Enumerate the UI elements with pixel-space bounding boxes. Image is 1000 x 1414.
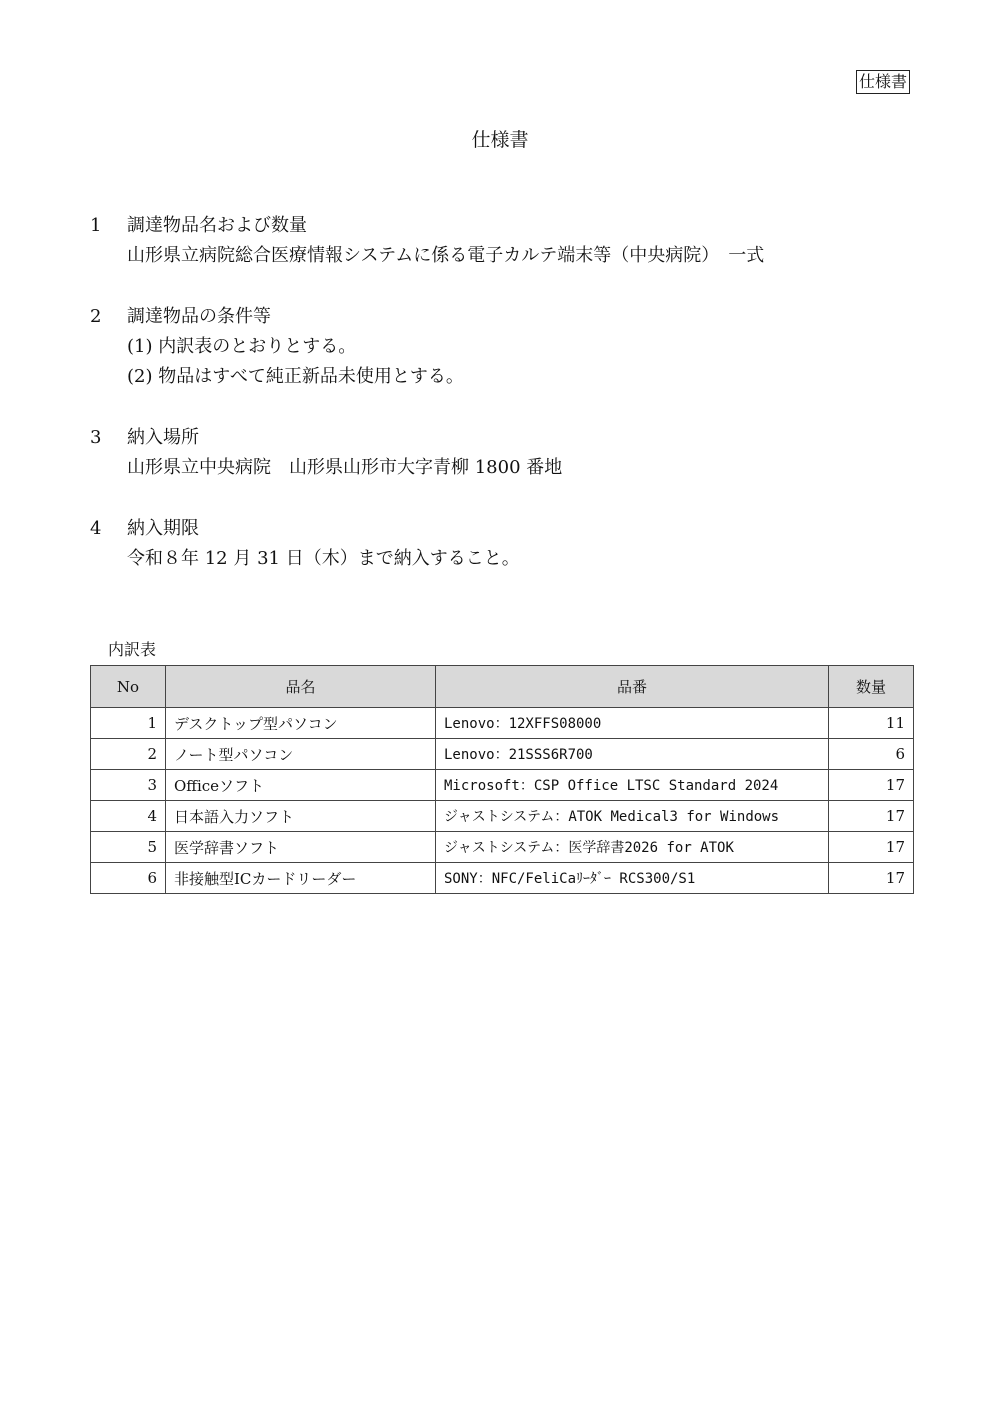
table-row (91, 739, 914, 770)
section-2-number: 2 (90, 306, 102, 327)
section-3-number: 3 (90, 427, 102, 448)
cell-name: Officeソフト (166, 770, 436, 801)
table-row (91, 801, 914, 832)
cell-no: 4 (91, 801, 166, 832)
cell-part: Lenovo：21SSS6R700 (436, 739, 829, 770)
header-no: No (91, 666, 166, 708)
table-row (91, 863, 914, 894)
breakdown-table (90, 665, 914, 894)
document-type-label: 仕様書 (856, 70, 910, 94)
cell-part: Microsoft：CSP Office LTSC Standard 2024 (436, 770, 829, 801)
cell-name: デスクトップ型パソコン (166, 708, 436, 739)
cell-qty: 17 (829, 770, 914, 801)
cell-no: 5 (91, 832, 166, 863)
section-2-line-1: (1) 内訳表のとおりとする。 (127, 336, 357, 357)
table-row (91, 832, 914, 863)
cell-part: ジャストシステム：医学辞書2026 for ATOK (436, 832, 829, 863)
cell-part: Lenovo：12XFFS08000 (436, 708, 829, 739)
cell-qty: 11 (829, 708, 914, 739)
section-3-line-1: 山形県立中央病院 山形県山形市大字青柳 1800 番地 (127, 457, 563, 478)
section-1-number: 1 (90, 215, 102, 236)
section-1-heading: 調達物品名および数量 (127, 215, 307, 236)
table-row (91, 770, 914, 801)
cell-name: 日本語入力ソフト (166, 801, 436, 832)
cell-qty: 17 (829, 801, 914, 832)
cell-no: 1 (91, 708, 166, 739)
cell-no: 3 (91, 770, 166, 801)
cell-no: 6 (91, 863, 166, 894)
header-part: 品番 (436, 666, 829, 708)
cell-name: ノート型パソコン (166, 739, 436, 770)
cell-qty: 17 (829, 832, 914, 863)
cell-part: SONY：NFC/FeliCaﾘｰﾀﾞｰ RCS300/S1 (436, 863, 829, 894)
cell-no: 2 (91, 739, 166, 770)
header-name: 品名 (166, 666, 436, 708)
page-title: 仕様書 (471, 129, 529, 151)
section-2-heading: 調達物品の条件等 (127, 306, 271, 327)
table-header-row (91, 666, 914, 708)
table-row (91, 708, 914, 739)
cell-qty: 6 (829, 739, 914, 770)
section-2-line-2: (2) 物品はすべて純正新品未使用とする。 (127, 366, 464, 387)
cell-qty: 17 (829, 863, 914, 894)
table-caption: 内訳表 (108, 640, 157, 659)
section-4-line-1: 令和８年 12 月 31 日（木）まで納入すること。 (127, 548, 520, 569)
section-1-line-1: 山形県立病院総合医療情報システムに係る電子カルテ端末等（中央病院） 一式 (127, 245, 765, 266)
cell-part: ジャストシステム：ATOK Medical3 for Windows (436, 801, 829, 832)
cell-name: 非接触型ICカードリーダー (166, 863, 436, 894)
section-4-heading: 納入期限 (127, 518, 199, 539)
section-3-heading: 納入場所 (127, 427, 199, 448)
header-qty: 数量 (829, 666, 914, 708)
section-4-number: 4 (90, 518, 102, 539)
cell-name: 医学辞書ソフト (166, 832, 436, 863)
